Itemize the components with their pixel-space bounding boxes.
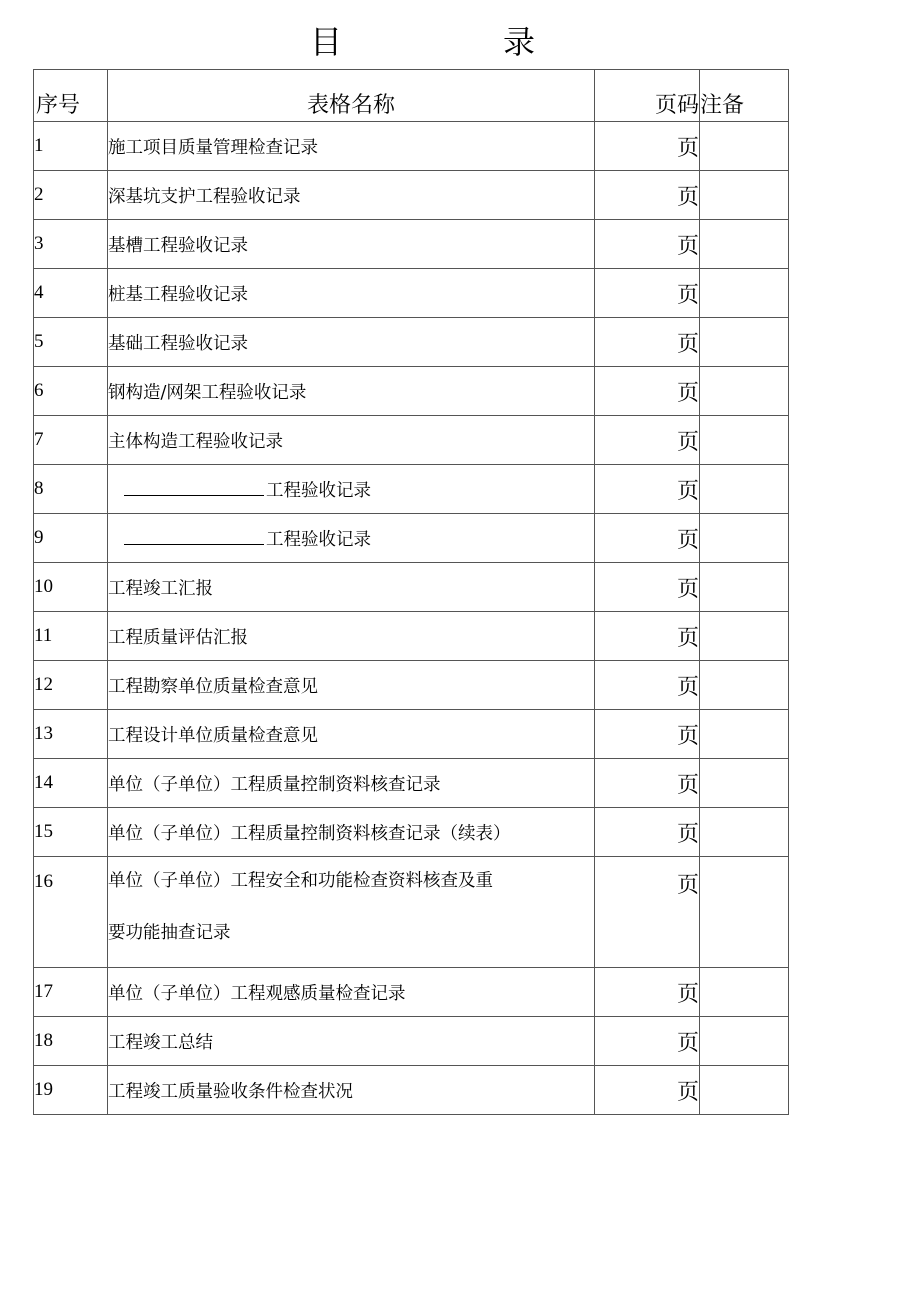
row-page: 页 (595, 612, 700, 661)
row-num: 6 (34, 367, 108, 416)
row-name (108, 465, 595, 514)
row-num: 4 (34, 269, 108, 318)
row-num: 8 (34, 465, 108, 514)
row-name: 钢构造/网架工程验收记录 (108, 367, 595, 416)
table-row (34, 465, 789, 514)
row-name: 施工项目质量管理检查记录 (108, 122, 595, 171)
row-note (700, 759, 789, 808)
row-name: 单位（子单位）工程观感质量检查记录 (108, 968, 595, 1017)
title-char-1: 目 (310, 23, 343, 61)
row-name: 基础工程验收记录 (108, 318, 595, 367)
row-name-text: 工程验收记录 (266, 480, 371, 501)
row-page: 页 (595, 318, 700, 367)
row-num: 14 (34, 759, 108, 808)
row-note (700, 269, 789, 318)
row-name: 基槽工程验收记录 (108, 220, 595, 269)
toc-table (33, 69, 789, 1115)
row-page: 页 (595, 220, 700, 269)
row-page: 页 (595, 465, 700, 514)
table-row (34, 710, 789, 759)
row-note (700, 416, 789, 465)
row-num: 3 (34, 220, 108, 269)
row-note (700, 661, 789, 710)
table-row (34, 563, 789, 612)
row-name: 工程质量评估汇报 (108, 612, 595, 661)
row-name-text: 工程验收记录 (266, 529, 371, 550)
row-note (700, 563, 789, 612)
row-page: 页 (595, 710, 700, 759)
row-page: 页 (595, 759, 700, 808)
row-num: 16 (34, 857, 108, 968)
row-note (700, 1017, 789, 1066)
row-note (700, 318, 789, 367)
row-name: 工程勘察单位质量检查意见 (108, 661, 595, 710)
row-page: 页 (595, 857, 700, 968)
row-page: 页 (595, 1017, 700, 1066)
row-name (108, 514, 595, 563)
table-row (34, 968, 789, 1017)
row-note (700, 968, 789, 1017)
row-name: 工程竣工质量验收条件检查状况 (108, 1066, 595, 1115)
row-name: 深基坑支护工程验收记录 (108, 171, 595, 220)
fill-in-blank (124, 530, 264, 545)
table-row (34, 661, 789, 710)
row-num: 10 (34, 563, 108, 612)
row-num: 5 (34, 318, 108, 367)
row-name: 主体构造工程验收记录 (108, 416, 595, 465)
row-page: 页 (595, 661, 700, 710)
row-page: 页 (595, 269, 700, 318)
table-header-row (34, 70, 789, 122)
table-row (34, 171, 789, 220)
row-num: 15 (34, 808, 108, 857)
fill-in-blank (124, 481, 264, 496)
header-page: 页码 (595, 70, 700, 122)
table-row (34, 612, 789, 661)
row-num: 13 (34, 710, 108, 759)
header-num: 序号 (34, 70, 108, 122)
row-note (700, 514, 789, 563)
row-name: 工程竣工汇报 (108, 563, 595, 612)
row-note (700, 122, 789, 171)
row-page: 页 (595, 968, 700, 1017)
row-page: 页 (595, 122, 700, 171)
row-note (700, 220, 789, 269)
row-num: 2 (34, 171, 108, 220)
table-row (34, 367, 789, 416)
row-num: 12 (34, 661, 108, 710)
table-row (34, 318, 789, 367)
row-name: 单位（子单位）工程质量控制资料核查记录 (108, 759, 595, 808)
table-row (34, 759, 789, 808)
header-note: 注备 (700, 70, 789, 122)
table-row (34, 808, 789, 857)
title-char-2: 录 (503, 23, 536, 61)
row-note (700, 857, 789, 968)
table-row (34, 416, 789, 465)
row-name (108, 857, 595, 968)
row-page: 页 (595, 808, 700, 857)
row-page: 页 (595, 367, 700, 416)
row-note (700, 465, 789, 514)
header-name: 表格名称 (108, 70, 595, 122)
row-page: 页 (595, 514, 700, 563)
row-num: 18 (34, 1017, 108, 1066)
table-row (34, 269, 789, 318)
row-num: 17 (34, 968, 108, 1017)
row-name: 工程竣工总结 (108, 1017, 595, 1066)
page-title (0, 22, 920, 62)
row-page: 页 (595, 416, 700, 465)
table-row (34, 220, 789, 269)
table-row (34, 1066, 789, 1115)
row-page: 页 (595, 563, 700, 612)
row-num: 9 (34, 514, 108, 563)
row-name-line-1: 单位（子单位）工程安全和功能检查资料核查及重 (108, 871, 493, 891)
row-note (700, 171, 789, 220)
row-name: 桩基工程验收记录 (108, 269, 595, 318)
table-row (34, 1017, 789, 1066)
row-num: 7 (34, 416, 108, 465)
row-note (700, 1066, 789, 1115)
row-note (700, 367, 789, 416)
table-row (34, 514, 789, 563)
table-row (34, 122, 789, 171)
row-note (700, 612, 789, 661)
row-note (700, 808, 789, 857)
row-name: 工程设计单位质量检查意见 (108, 710, 595, 759)
row-page: 页 (595, 1066, 700, 1115)
row-note (700, 710, 789, 759)
row-page: 页 (595, 171, 700, 220)
row-num: 11 (34, 612, 108, 661)
row-num: 1 (34, 122, 108, 171)
table-row (34, 857, 789, 968)
row-name: 单位（子单位）工程质量控制资料核查记录（续表） (108, 808, 595, 857)
row-name-line-2: 要功能抽查记录 (108, 923, 231, 943)
row-num: 19 (34, 1066, 108, 1115)
